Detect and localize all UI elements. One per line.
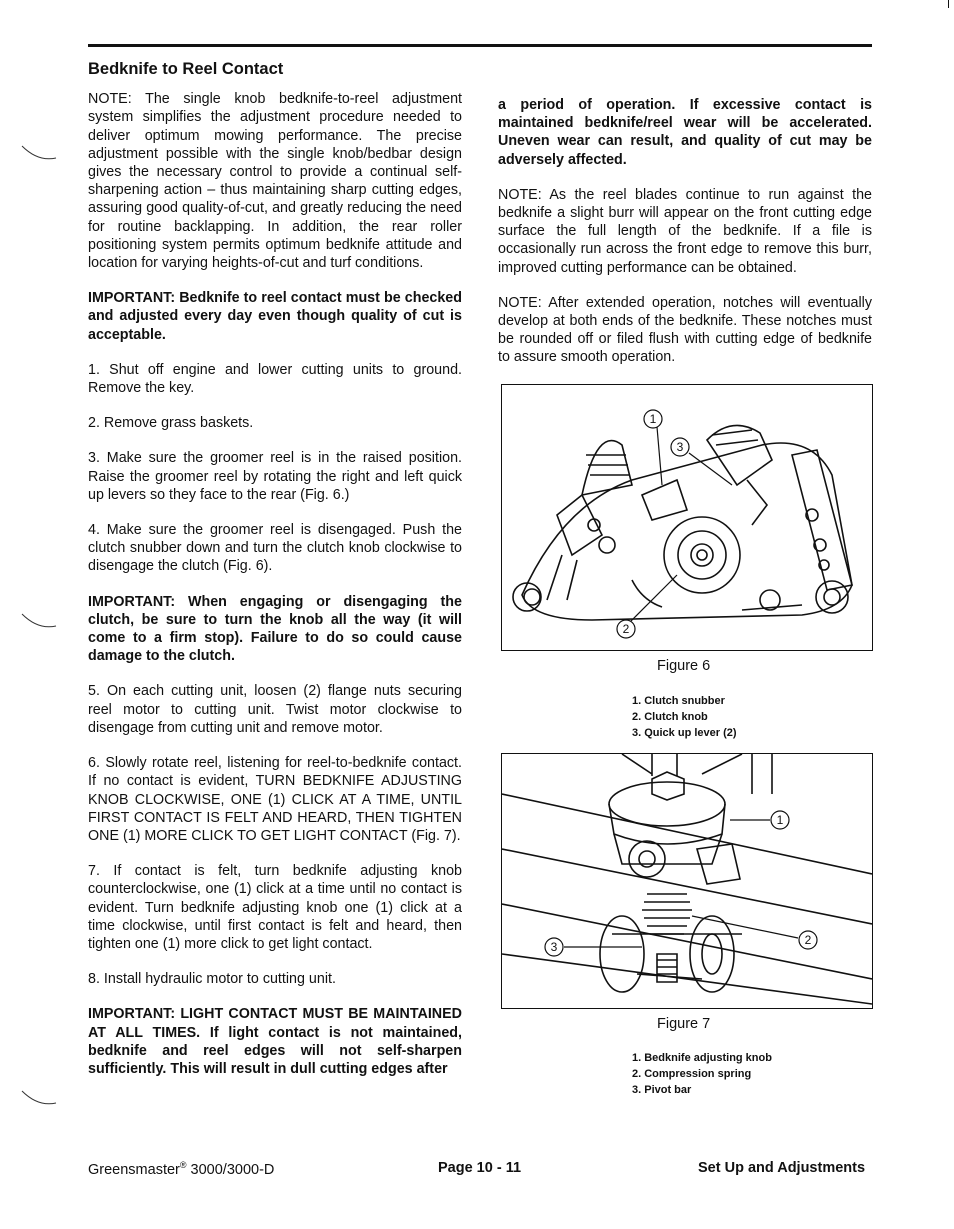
callout-1: 1: [649, 412, 657, 426]
registered-mark: ®: [179, 1160, 187, 1170]
binder-hole-mark: [20, 1085, 60, 1115]
legend-item: 2. Compression spring: [632, 1068, 752, 1080]
footer-section: Set Up and Adjustments: [698, 1160, 866, 1176]
figure-6-caption: Figure 6: [657, 658, 711, 674]
important-daily-check: IMPORTANT: Bedknife to reel contact must be checked and adjusted every day even though quality of cut is acceptable.: [88, 290, 462, 343]
legend-item: 3. Quick up lever (2): [632, 727, 737, 739]
callout-1: 1: [776, 813, 784, 827]
figure-6-legend: [632, 693, 737, 741]
section-title: Bedknife to Reel Contact: [88, 60, 284, 78]
step-1: 1. Shut off engine and lower cutting units to ground. Remove the key.: [88, 361, 462, 397]
step-4: 4. Make sure the groomer reel is disengaged. Push the clutch snubber down and turn the clutch knob clockwise to disengage the clutch (Fig. 6).: [88, 522, 462, 575]
figure-6-illustration: [501, 384, 873, 651]
legend-item: 3. Pivot bar: [632, 1084, 692, 1096]
binder-hole-mark: [20, 608, 60, 638]
top-rule: [88, 44, 872, 47]
note-burr: NOTE: As the reel blades continue to run against the bedknife a slight burr will appear on the front cutting edge surface the full length of the bedknife. If a file is occasionally run across the front edge to remove this burr, improved cutting performance can be obtained.: [498, 186, 872, 276]
model-number: 3000/3000-D: [186, 1161, 275, 1178]
left-column: [88, 60, 462, 1095]
footer-page-number: Page 10 - 11: [438, 1160, 522, 1176]
step-2: 2. Remove grass baskets.: [88, 415, 254, 432]
step-3: 3. Make sure the groomer reel is in the raised position. Raise the groomer reel by rotating the right and left quick up levers so they face to the rear (Fig. 6.): [88, 450, 462, 503]
step-7: 7. If contact is felt, turn bedknife adjusting knob counterclockwise, one (1) click at a time until no contact is evident. Turn bedknife adjusting knob one (1) click at a time clockwise, until first contact is felt and heard, then tighten one (1) more click to get light contact.: [88, 863, 462, 952]
callout-3: 3: [676, 440, 684, 454]
figure-7-illustration: [501, 753, 873, 1009]
binder-hole-mark: [20, 140, 60, 170]
page-edge-mark: [948, 0, 949, 8]
model-name: Greensmaster: [88, 1161, 180, 1178]
clutch-assembly-drawing: [502, 385, 872, 650]
callout-3: 3: [550, 940, 558, 954]
bedknife-knob-drawing: [502, 754, 872, 1008]
callout-2: 2: [622, 622, 630, 636]
step-5: 5. On each cutting unit, loosen (2) flange nuts securing reel motor to cutting unit. Twist motor clockwise to disengage from cutting unit and remove motor.: [88, 683, 462, 736]
legend-item: 1. Bedknife adjusting knob: [632, 1052, 772, 1064]
intro-note: NOTE: The single knob bedknife-to-reel adjustment system simplifies the adjustment procedure needed to deliver optimum mowing performance. The precise adjustment possible with the single knob/bedbar design gives the necessary control to provide a continual self-sharpening action – thus maintaining sharp cutting edges, assuring good quality-of-cut, and greatly reducing the need for routine backlapping. In addition, the rear roller positioning system permits optimum bedknife attitude and location for varying heights-of-cut and turf conditions.: [88, 91, 462, 272]
right-column: [498, 96, 872, 384]
legend-item: 1. Clutch snubber: [632, 695, 725, 707]
callout-2: 2: [804, 933, 812, 947]
step-8: 8. Install hydraulic motor to cutting unit.: [88, 971, 336, 988]
footer-model: [88, 1160, 274, 1178]
step-6: 6. Slowly rotate reel, listening for reel-to-bedknife contact. If no contact is evident, TURN BEDKNIFE ADJUSTING KNOB CLOCKWISE, ONE (1) CLICK AT A TIME, UNTIL FIRST CONTACT IS FELT AND HEARD, THEN TIGHTEN ONE (1) MORE CLICK TO GET LIGHT CONTACT (Fig. 7).: [88, 755, 462, 844]
important-continued: a period of operation. If excessive contact is maintained bedknife/reel wear will be accelerated. Uneven wear can result, and quality of cut may be adversely affected.: [498, 97, 872, 168]
figure-7-legend: [632, 1050, 772, 1098]
legend-item: 2. Clutch knob: [632, 711, 708, 723]
important-light-contact: IMPORTANT: LIGHT CONTACT MUST BE MAINTAINED AT ALL TIMES. If light contact is not maintained, bedknife and reel edges will not self-sharpen sufficiently. This will result in dull cutting edges after: [88, 1006, 462, 1077]
important-clutch: IMPORTANT: When engaging or disengaging the clutch, be sure to turn the knob all the way (it will come to a firm stop). Failure to do so could cause damage to the clutch.: [88, 593, 462, 665]
note-notches: NOTE: After extended operation, notches will eventually develop at both ends of the bedknife. These notches must be rounded off or filed flush with cutting edge of bedknife to assure smooth operation.: [498, 294, 872, 366]
figure-7-caption: Figure 7: [657, 1016, 711, 1032]
